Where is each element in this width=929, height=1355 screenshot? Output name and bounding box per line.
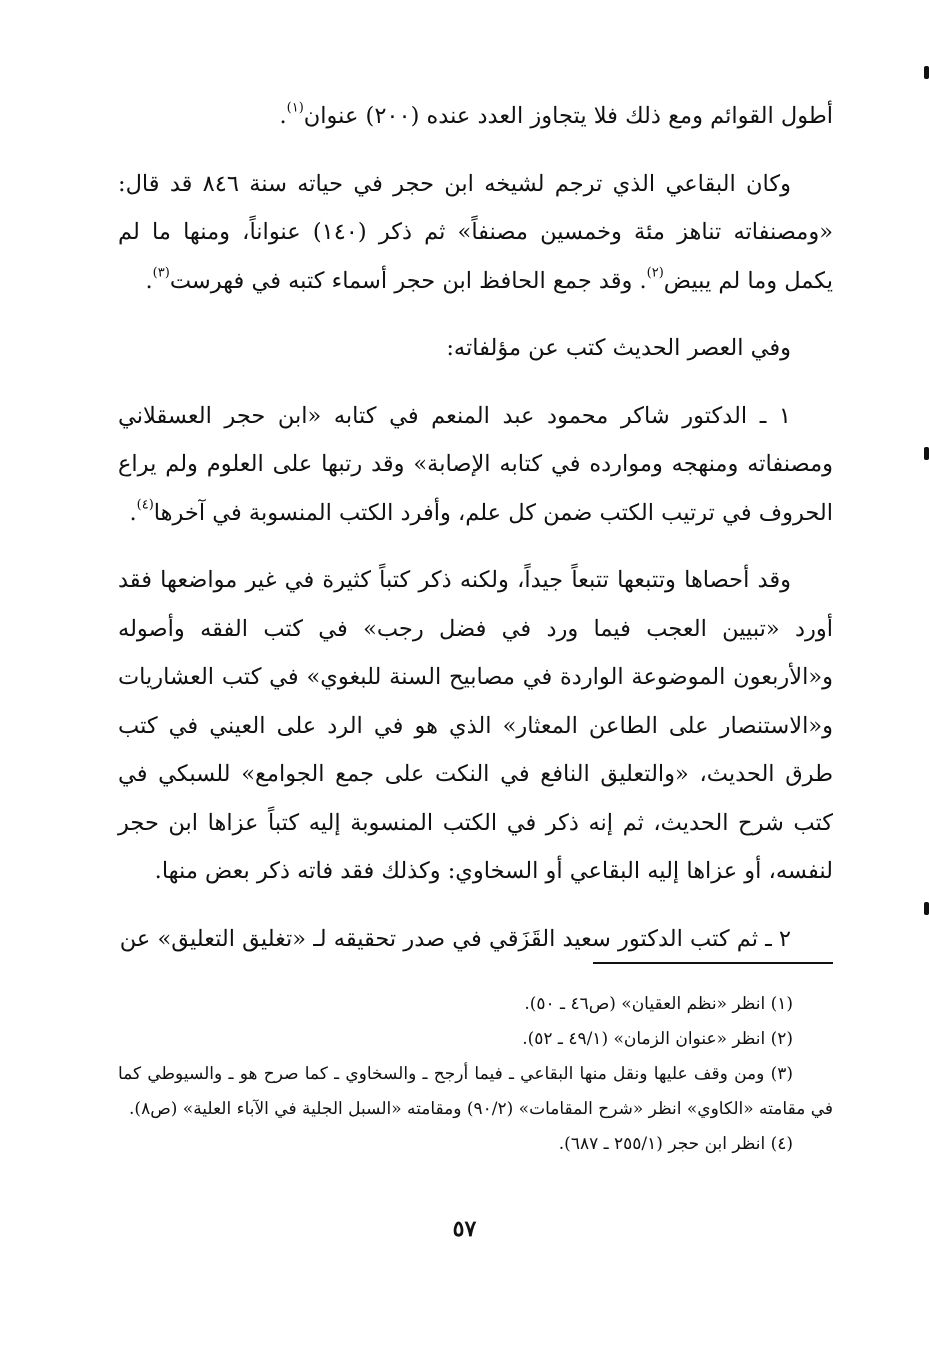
paragraph-2-end: . [145, 267, 153, 294]
paragraph-3 [118, 324, 833, 373]
paragraph-2-middle: . وقد جمع الحافظ ابن حجر أسماء كتبه في فهرست [169, 267, 647, 294]
paragraph-4-end: . [129, 499, 137, 526]
paragraph-6-text: ٢ ـ ثم كتب الدكتور سعيد القَزَقي في صدر تحقيقه لـ «تغليق التعليق» عن [119, 925, 791, 952]
footnote-4: (٤) انظر ابن حجر (٢٥٥/١ ـ ٦٨٧). [558, 1134, 793, 1154]
footnote-2: (٢) انظر «عنوان الزمان» (٤٩/١ ـ ٥٢). [522, 1029, 793, 1049]
paragraph-3-text: وفي العصر الحديث كتب عن مؤلفاته: [446, 335, 791, 361]
footnote-ref-2: (٢) [646, 264, 664, 280]
footnote-ref-4: (٤) [136, 496, 154, 512]
footnote-ref-1: (١) [286, 100, 304, 116]
paragraph-4-text: ١ ـ الدكتور شاكر محمود عبد المنعم في كتابه «ابن حجر العسقلاني ومصنفاته ومنهجه وموارده في كتابه الإصابة» وقد رتبها على العلوم ولم يراع الحروف في ترتيب الكتب ضمن كل علم، وأفرد الكتب المنسوبة في آخرها [118, 402, 833, 526]
footnote-3: (٣) ومن وقف عليها ونقل منها البقاعي ـ فيما أرجح ـ والسخاوي ـ كما صرح هو ـ والسيوطي كما في مقامته «الكاوي» انظر «شرح المقامات» (٩٠/٢) ومقامته «السبل الجلية في الآباء العلية» (ص٨). [118, 1064, 833, 1119]
footnote-ref-3: (٣) [152, 264, 170, 280]
paragraph-2 [118, 160, 833, 306]
paragraph-6 [118, 915, 833, 964]
page-number: ٥٧ [452, 1216, 477, 1242]
paragraph-1 [118, 92, 833, 141]
footnote-1: (١) انظر «نظم العقيان» (ص٤٦ ـ ٥٠). [524, 994, 793, 1014]
paragraph-1-text: أطول القوائم ومع ذلك فلا يتجاوز العدد عنده (٢٠٠) عنوان [303, 103, 833, 129]
margin-mark-middle [924, 447, 929, 460]
paragraph-5 [118, 556, 833, 896]
margin-mark-top [924, 66, 929, 79]
footnote-divider [593, 962, 833, 964]
footnotes [118, 987, 833, 1162]
main-text [118, 92, 833, 963]
paragraph-5-text: وقد أحصاها وتتبعها تتبعاً جيداً، ولكنه ذكر كتباً كثيرة في غير مواضعها فقد أورد «تبيين العجب فيما ورد في فضل رجب» في كتب الفقه وأصوله و«الأربعون الموضوعة الواردة في مصابيح السنة للبغوي» في كتب العشاريات و«الاستنصار على الطاعن المعثار» الذي هو في الرد على العيني في كتب طرق الحديث، «والتعليق النافع في النكت على جمع الجوامع» للسبكي في كتب شرح الحديث، ثم إنه ذكر في الكتب المنسوبة إليه كتباً عزاها ابن حجر لنفسه، أو عزاها إليه البقاعي أو السخاوي: وكذلك فقد فاته ذكر بعض منها. [118, 567, 833, 884]
paragraph-4 [118, 392, 833, 538]
paragraph-1-end: . [279, 103, 287, 129]
page-body [118, 92, 833, 982]
paragraph-2-text: وكان البقاعي الذي ترجم لشيخه ابن حجر في حياته سنة ٨٤٦ قد قال: «ومصنفاته تناهز مئة وخمسين مصنفاً» ثم ذكر (١٤٠) عنواناً، ومنها ما لم يكمل وما لم يبيض [118, 170, 833, 294]
margin-mark-lower [924, 902, 929, 915]
